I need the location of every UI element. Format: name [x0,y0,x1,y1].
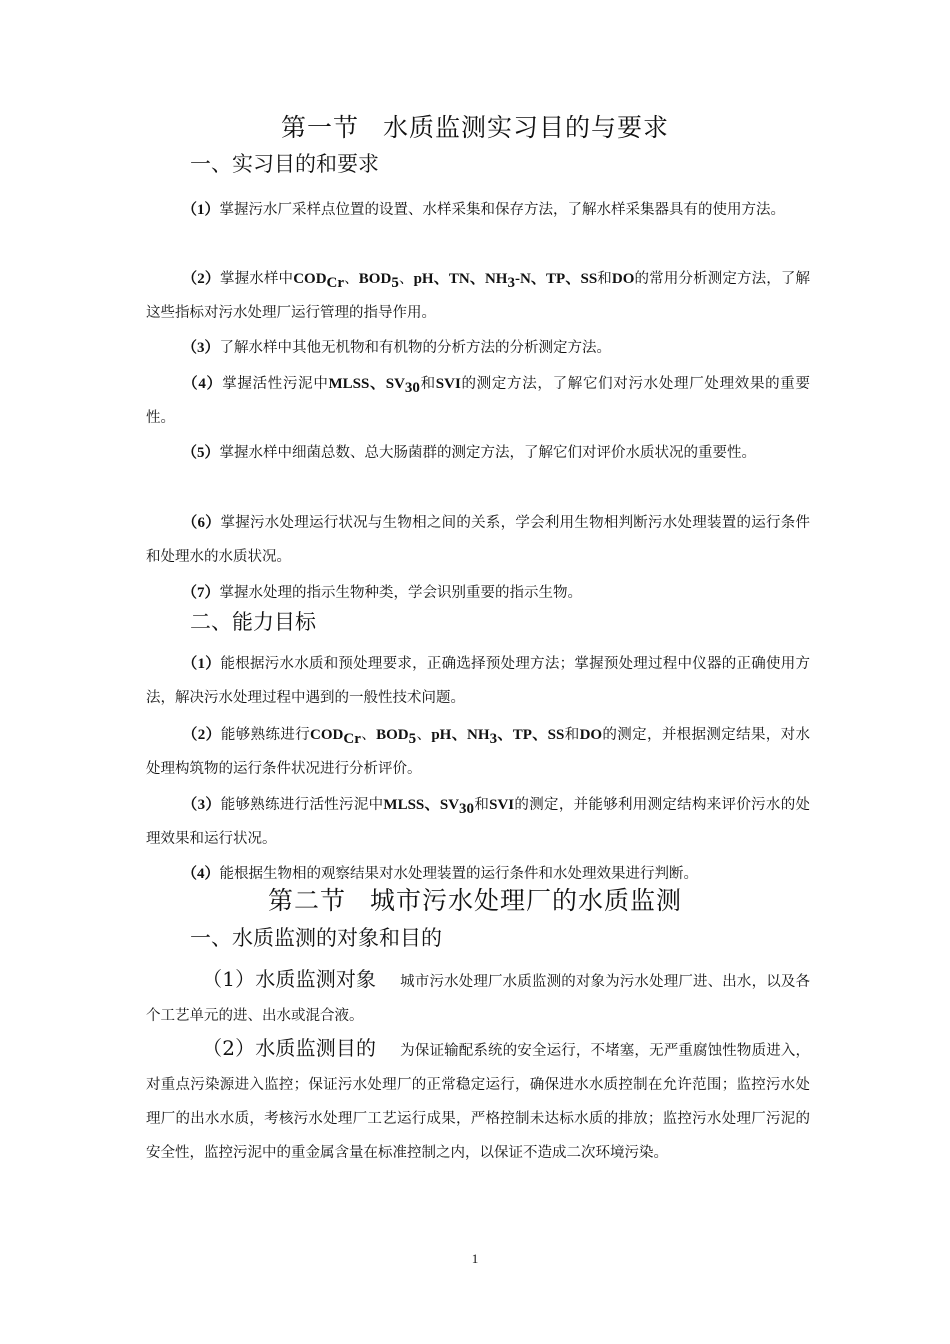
objective-item-4: （4）掌握活性污泥中MLSS、$SV_{30}$和SVI的测定方法，了解它们对污水处理厂处理效果的重要性。 [146,376,810,426]
section-1-heading: 水质监测实习目的与要求 [383,113,670,142]
section-1-title [0,112,950,144]
section-1-number: 第一节 [280,113,359,142]
ability-item-2: （2）能够熟练进行$COD_{Cr}$、$BOD_5$、pH、$NH_3$、TP、SS和DO的测定，并根据测定结果，对水处理构筑物的运行条件状况进行分析评价。 [146,727,811,777]
objective-item-2: （2）掌握水样中$COD_{Cr}$、$BOD_5$、pH、TN、$NH_3-N$、TP、SS和DO的常用分析测定方法，了解这些指标对污水处理厂运行管理的指导作用。 [146,271,810,321]
objective-item-6: （6）掌握污水处理运行状况与生物相之间的关系，学会利用生物相判断污水处理装置的运行条件和处理水的水质状况。 [146,515,810,565]
objective-item-1: （1）掌握污水厂采样点位置的设置、水样采集和保存方法，了解水样采集器具有的使用方法。 [182,202,786,218]
objective-item-7: （7）掌握水处理的指示生物种类，学会识别重要的指示生物。 [182,585,583,601]
subheading-monitoring-objects: 一、水质监测的对象和目的 [190,926,442,950]
ability-item-3: （3）能够熟练进行活性污泥中MLSS、$SV_{30}$和SVI的测定，并能够利用测定结构来评价污水的处理效果和运行状况。 [146,797,811,847]
monitoring-purpose-paragraph: （2）水质监测目的 为保证输配系统的安全运行，不堵塞，无严重腐蚀性物质进入，对重点污染源进入监控；保证污水处理厂的正常稳定运行，确保进水水质控制在允许范围；监控污水处理厂的出水水质，考核污水处理厂工艺运行成果，严格控制未达标水质的排放；监控污水处理厂污泥的安全性，监控污泥中的重金属含量在标准控制之内，以保证不造成二次环境污染。 [146,1036,810,1161]
ability-item-1: （1）能根据污水水质和预处理要求，正确选择预处理方法；掌握预处理过程中仪器的正确使用方法，解决污水处理过程中遇到的一般性技术问题。 [146,656,810,706]
monitoring-object-paragraph: （1）水质监测对象 城市污水处理厂水质监测的对象为污水处理厂进、出水，以及各个工艺单元的进、出水或混合液。 [146,967,810,1024]
subheading-abilities: 二、能力目标 [190,610,316,634]
monitoring-purpose-heading: （2）水质监测目的 [202,1036,377,1060]
section-2-title [0,885,950,917]
ability-item-4: （4）能根据生物相的观察结果对水处理装置的运行条件和水处理效果进行判断。 [182,866,699,882]
section-2-number: 第二节 [267,886,346,915]
objective-item-3: （3）了解水样中其他无机物和有机物的分析方法的分析测定方法。 [182,340,612,356]
objective-item-5: （5）掌握水样中细菌总数、总大肠菌群的测定方法，了解它们对评价水质状况的重要性。 [182,445,757,461]
page-number: 1 [471,1251,479,1266]
section-2-heading: 城市污水处理厂的水质监测 [370,886,683,915]
monitoring-object-heading: （1）水质监测对象 [202,967,377,991]
subheading-objectives: 一、实习目的和要求 [190,152,379,176]
